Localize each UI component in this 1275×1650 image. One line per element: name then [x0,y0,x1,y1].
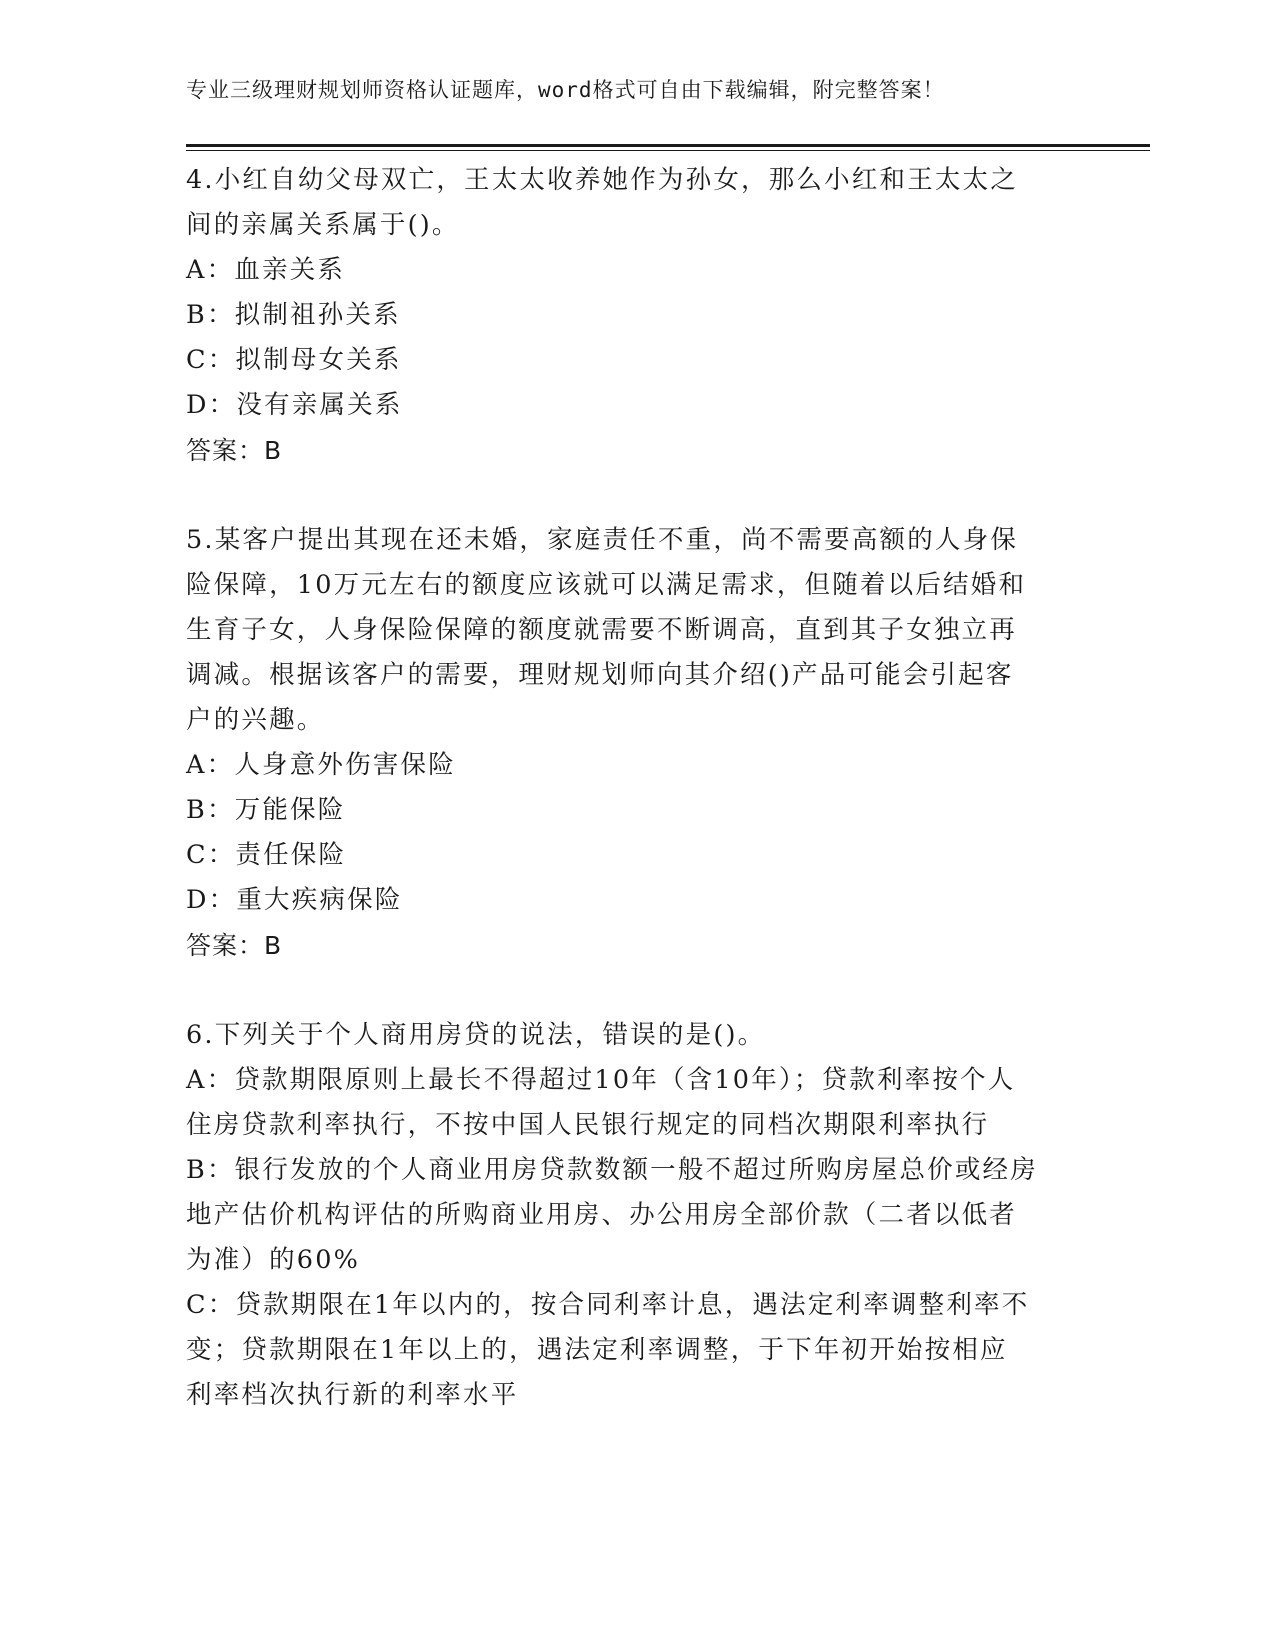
question-text: 生育子女，人身保险保障的额度就需要不断调高，直到其子女独立再 [186,615,1018,645]
question-text: 户的兴趣。 [186,705,325,735]
option-a: A：贷款期限原则上最长不得超过10年（含10年）；贷款利率按个人 [186,1065,1016,1095]
question-block [186,1013,1086,1418]
question-block [186,518,1086,968]
header-rule-thick [186,144,1150,147]
question-spacer [186,473,1086,518]
option-c: 变；贷款期限在1年以上的，遇法定利率调整，于下年初开始按相应 [186,1335,1008,1365]
page-header: 专业三级理财规划师资格认证题库，word格式可自由下载编辑，附完整答案！ [186,78,945,102]
question-block [186,158,1086,473]
question-text: 6.下列关于个人商用房贷的说法，错误的是()。 [186,1020,766,1050]
question-text: 间的亲属关系属于()。 [186,210,460,240]
option-a: A：人身意外伤害保险 [186,750,456,780]
answer-label: 答案：B [186,436,283,465]
option-b: B：拟制祖孙关系 [186,300,401,330]
option-a: A：血亲关系 [186,255,346,285]
option-c: C：拟制母女关系 [186,345,402,375]
question-text: 4.小红自幼父母双亡，王太太收养她作为孙女，那么小红和王太太之 [186,165,1019,195]
option-b: 为准）的60% [186,1245,361,1275]
option-c: C：责任保险 [186,840,347,870]
question-list [186,158,1086,1418]
answer-label: 答案：B [186,931,283,960]
header-rule-thin [186,150,1150,151]
option-c: C：贷款期限在1年以内的，按合同利率计息，遇法定利率调整利率不 [186,1290,1030,1320]
question-text: 调减。根据该客户的需要，理财规划师向其介绍()产品可能会引起客 [186,660,1014,690]
option-b: 地产估价机构评估的所购商业用房、办公用房全部价款（二者以低者 [186,1200,1018,1230]
question-spacer [186,968,1086,1013]
option-b: B：银行发放的个人商业用房贷款数额一般不超过所购房屋总价或经房 [186,1155,1038,1185]
option-c: 利率档次执行新的利率水平 [186,1380,519,1410]
option-b: B：万能保险 [186,795,346,825]
option-d: D：没有亲属关系 [186,390,403,420]
question-text: 险保障，10万元左右的额度应该就可以满足需求，但随着以后结婚和 [186,570,1027,600]
question-text: 5.某客户提出其现在还未婚，家庭责任不重，尚不需要高额的人身保 [186,525,1019,555]
option-d: D：重大疾病保险 [186,885,403,915]
option-a: 住房贷款利率执行，不按中国人民银行规定的同档次期限利率执行 [186,1110,990,1140]
